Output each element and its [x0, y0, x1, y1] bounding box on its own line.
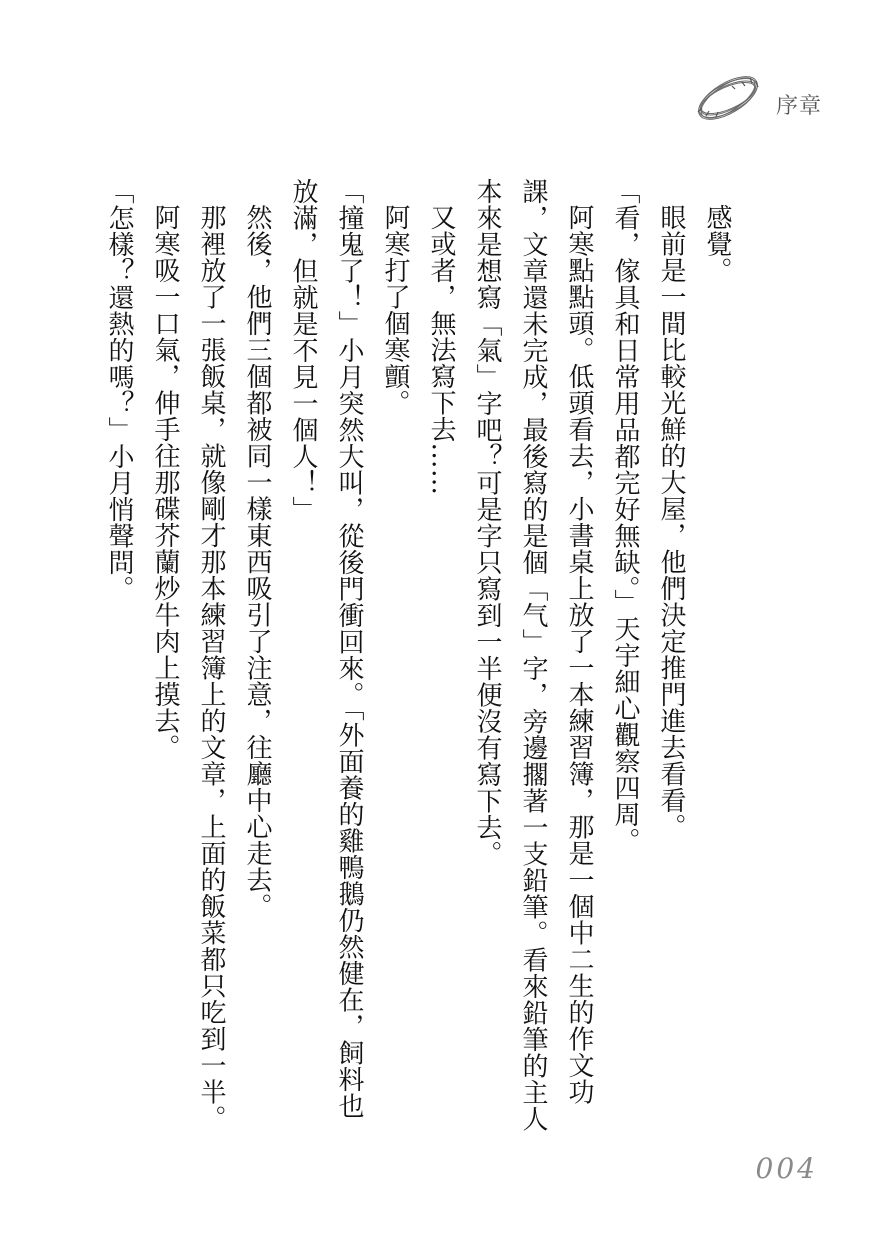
paragraph-7: 「撞鬼了！」小月突然大叫，從後門衝回來。「外面養的雞鴨鵝仍然健在，飼料也放滿，但就是不見一個人！」: [288, 178, 364, 1119]
paragraph-3: 「看，傢具和日常用品都完好無缺。」天宇細心觀察四周。: [610, 178, 640, 854]
paragraph-5: 又或者，無法寫下去……: [426, 204, 456, 496]
paragraph-9: 那裡放了一張飯桌，就像剛才那本練習簿上的文章，上面的飯菜都只吃到一半。: [196, 204, 226, 1132]
paragraph-8: 然後，他們三個都被同一樣東西吸引了注意，往廳中心走去。: [242, 204, 272, 920]
paragraph-2: 眼前是一間比較光鮮的大屋，他們決定推門進去看看。: [656, 204, 686, 840]
page-number: 004: [755, 1152, 818, 1185]
paragraph-6: 阿寒打了個寒顫。: [380, 204, 410, 416]
paragraph-4: 阿寒點點頭。低頭看去，小書桌上放了一本練習簿，那是一個中二生的作文功課，文章還未完成，最後寫的是個「气」字，旁邊擱著一支鉛筆。看來鉛筆的主人本來是想寫「氣」字吧？可是字只寫到一半便沒有寫下去。: [472, 178, 594, 1132]
paragraph-10: 阿寒吸一口氣，伸手往那碟芥蘭炒牛肉上摸去。: [150, 204, 180, 761]
paragraph-1: 感覺。: [702, 204, 732, 284]
chapter-title: 序章: [776, 94, 823, 119]
paragraph-11: 「怎樣？還熱的嗎？」小月悄聲問。: [104, 178, 134, 602]
chapter-ornament-icon: [692, 68, 764, 128]
body-text: [96, 178, 740, 1138]
